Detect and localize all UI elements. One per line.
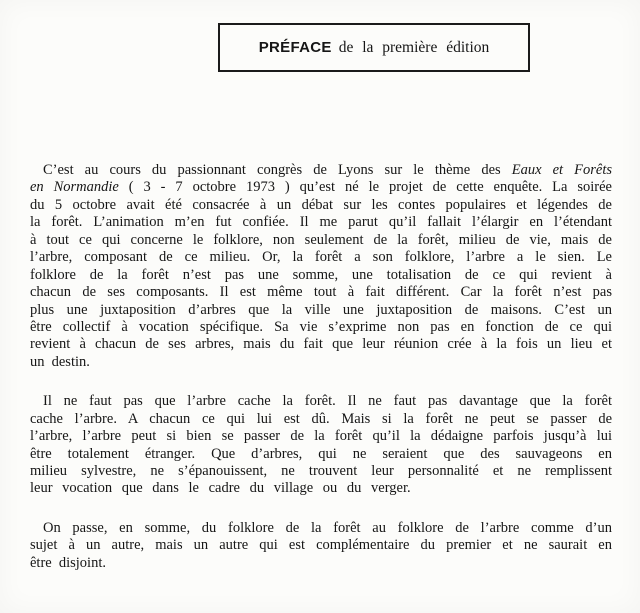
text-line: être collectif à vocation spécifique. Sa vie s’exprime non pas en fonction de ce qui: [30, 318, 612, 335]
text-line: leur vocation que dans le cadre du village ou du verger.: [30, 480, 411, 497]
text-line: cache l’arbre. A chacun ce qui lui est dû. Mais si la forêt ne peut se passer de: [30, 410, 612, 427]
text-line: être totalement étranger. Que d’arbres, qui ne seraient que des sauvageons en: [30, 445, 612, 462]
text-line: Il ne faut pas que l’arbre cache la forêt. Il ne faut pas davantage que la forêt: [43, 393, 612, 410]
text-line: folklore de la forêt n’est pas une somme, une totalisation de ce qui revient à: [30, 266, 612, 283]
text-line: [30, 179, 612, 196]
text-line: du 5 octobre avait été consacrée à un débat sur les contes populaires et légendes de: [30, 196, 612, 213]
text-segment: ( 3 - 7 octobre 1973 ) qu’est né le projet de cette enquête. La soirée: [118, 179, 612, 196]
preface-title-rest: de la première édition: [338, 38, 490, 56]
text-line: revient à chacun de ses arbres, mais du fait que leur réunion crée à la fois un lieu et: [30, 336, 612, 353]
text-line: l’arbre, composant de ce milieu. Or, la forêt a son folklore, l’arbre a le sien. Le: [30, 249, 612, 266]
text-line: chacun de ses composants. Il est même tout à fait différent. Car la forêt n’est pas: [30, 284, 612, 301]
text-line: être disjoint.: [30, 554, 106, 571]
text-line: la forêt. L’animation m’en fut confiée. Il me parut qu’il fallait l’élargir en l’étendant: [30, 214, 612, 231]
text-line: plus une juxtaposition d’arbres que la ville une juxtaposition de maisons. C’est un: [30, 301, 612, 318]
text-line: sujet à un autre, mais un autre qui est complémentaire du premier et ne saurait en: [30, 537, 612, 554]
paragraph-1: [30, 162, 612, 371]
text-line: à tout ce qui concerne le folklore, non seulement de la forêt, milieu de vie, mais de: [30, 231, 612, 248]
italic-text-segment: en Normandie: [30, 179, 119, 196]
italic-text-segment: Eaux et Forêts: [511, 162, 612, 178]
paragraph-3: [30, 520, 612, 572]
preface-header-box: [218, 23, 530, 72]
text-line: un destin.: [30, 353, 90, 370]
text-line: On passe, en somme, du folklore de la forêt au folklore de l’arbre comme d’un: [43, 519, 612, 536]
text-line: milieu sylvestre, ne s’épanouissent, ne trouvent leur personnalité et ne remplissent: [30, 463, 612, 479]
paragraph-2: [30, 393, 612, 498]
text-line: l’arbre, l’arbre peut si bien se passer de la forêt qu’il la dédaigne parfois jusqu’à lui: [30, 428, 612, 445]
preface-body-text: [30, 162, 612, 572]
text-line: [30, 162, 612, 179]
text-segment: C’est au cours du passionnant congrès de Lyons sur le thème des: [43, 162, 512, 178]
preface-title-bold: PRÉFACE: [258, 39, 332, 56]
